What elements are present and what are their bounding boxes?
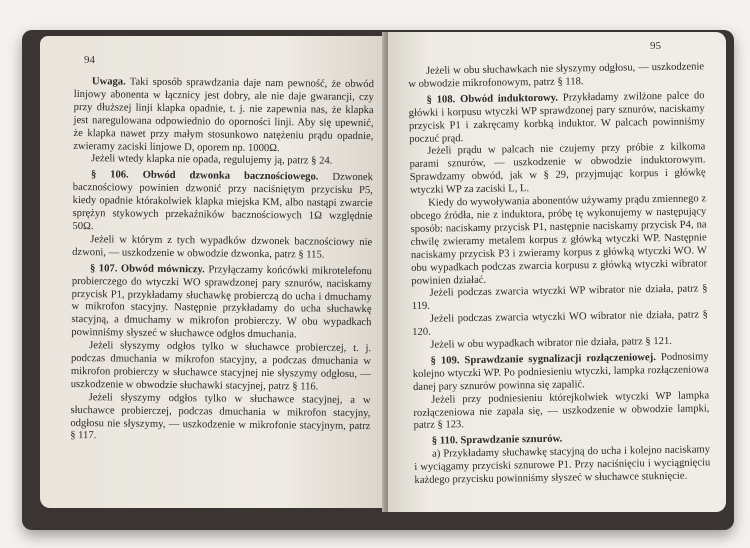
- paragraph-text: Przyłączamy końcówki mikrotelefonu probierczego do wtyczki WO sprawdzonej pary sznurów, naciskamy przycisk P1, przykładamy słuchawkę probierczą do ucha i dmuchamy w mikrofon stacyjny. Następnie przykładamy do ucha słuchawkę stacyjną, a dmuchamy w mikrofon probierczy. W obu wypadkach powinniśmy słyszeć w słuchawce odgłos dmuchania.: [71, 264, 373, 341]
- paragraph: [409, 142, 706, 198]
- paragraph-text: Jeżeli w obu wypadkach wibrator nie działa, patrz § 121.: [430, 335, 672, 351]
- paragraph: [413, 390, 710, 433]
- paragraph: [414, 445, 711, 488]
- paragraph-text: Jeżeli wtedy klapka nie opada, regulujemy ją, patrz § 24.: [91, 153, 333, 168]
- paragraph-text: Jeżeli słyszymy odgłos tylko w słuchawce probierczej, t. j. podczas dmuchania w mikrofon stacyjny, a podczas dmuchania w mikrofon probierczy w słuchawce stacyjnej nie słyszymy odgłosu, — uszkodzenie w obwodzie słuchawki stacyjnej, patrz § 116.: [70, 340, 372, 393]
- paragraph: [71, 263, 372, 344]
- section-heading: § 108. Obwód induktorowy.: [426, 92, 559, 106]
- paragraph-text: Dzwonek bacznościowy powinien dzwonić przy naciśniętym przycisku P5, kiedy opadnie którakolwiek klapka miejska KM, albo nastąpi zwarcie sprężyn stykowych przekaźników bacznościowych 1Ω względnie 50Ω.: [72, 171, 374, 233]
- section-heading: § 107. Obwód mówniczy.: [89, 262, 205, 276]
- left-page: [40, 36, 385, 508]
- paragraph: [410, 193, 707, 288]
- right-page: [388, 32, 726, 512]
- paragraph-text: Taki sposób sprawdzania daje nam pewność, że obwód linjowy abonenta w łącznicy jest dobry, ale nie daje gwarancji, czy przy dłuższej linji klapka opadnie, t. j. nie zapewnia nas, że klapka jest naregulowana odpowiednio do oporności linji. Aby się upewnić, że klapka nawet przy małym stosunkowo natężeniu prądu opadnie, zwieramy zaciski linjowe D, oporem np. 1000Ω.: [73, 76, 374, 154]
- paragraph: [413, 351, 710, 394]
- paragraph: [73, 153, 373, 169]
- section-heading: § 109. Sprawdzanie sygnalizacji rozłączeniowej.: [430, 352, 656, 367]
- paragraph-text: Podnosimy kolejno wtyczki WP. Po podniesieniu wtyczki, lampka rozłączeniowa danej pary sznurów powinna się zapalić.: [412, 351, 709, 393]
- paragraph-text: Jeżeli w którym z tych wypadków dzwonek bacznościowy nie dzwoni, — uszkodzenie w obwodzie dzwonka, patrz § 115.: [72, 234, 373, 261]
- paragraph-text: Jeżeli podczas zwarcia wtyczki WO wibrator nie działa, patrz § 120.: [412, 309, 709, 339]
- paragraph-text: Jeżeli słyszymy odgłos tylko w słuchawce stacyjnej, a w słuchawce probierczej, podczas dmuchania w mikrofon stacyjny, odgłosu nie słyszymy, — uszkodzenie w mikrofonie stacyjnym, patrz § 117.: [70, 391, 371, 442]
- paragraph-text: Jeżeli prądu w palcach nie czujemy przy próbie z kilkoma parami sznurów, — uszkodzenie w obwodzie induktorowym. Sprawdzamy obwód, jak w § 29, przyjmując korpus i główkę wtyczki WP za zaciski L, L.: [409, 141, 706, 197]
- page-number-left: 94: [84, 54, 95, 66]
- left-page-text: [70, 76, 374, 446]
- paragraph: [70, 392, 371, 447]
- paragraph-text: a) Przykładamy słuchawkę stacyjną do ucha i kolejno naciskamy i wyciągamy przyciski sznurowe P1. Przy naciśnięciu i wyciągnięciu każdego przycisku powinniśmy słyszeć w słuchawce stuknięcie.: [414, 444, 711, 487]
- paragraph: [72, 234, 372, 263]
- section-heading: § 106. Obwód dzwonka bacznościowego.: [90, 169, 319, 183]
- right-page-text: [408, 61, 711, 488]
- section-heading: § 110. Sprawdzanie sznurów.: [431, 433, 563, 448]
- paragraph: [72, 169, 373, 237]
- paragraph: [408, 90, 705, 146]
- paragraph-text: Kiedy do wywoływania abonentów używamy prądu zmiennego z obcego źródła, nie z induktora, próbę tę wykonujemy w następujący sposób: naciskamy przycisk P1, następnie naciskamy przycisk P4, na chwilę zwieramy metalem korpus z główką wtyczki WP. Następnie naciskamy przycisk P3 i zwieramy korpus z główką wtyczki WO. W obu wypadkach podczas zwarcia korpusu z główką wtyczki wibrator powinien działać.: [410, 193, 708, 287]
- paragraph: [73, 76, 374, 157]
- paragraph-text: Jeżeli przy podniesieniu którejkolwiek wtyczki WP lampka rozłączeniowa nie zapala się, — uszkodzenie w obwodzie lampki, patrz § 123.: [413, 389, 710, 432]
- paragraph-text: Jeżeli w obu słuchawkach nie słyszymy odgłosu, — uszkodzenie w obwodzie mikrofonowym, patrz § 118.: [408, 61, 705, 90]
- paragraph-text: Przykładamy zwilżone palce do główki i korpusu wtyczki WP sprawdzonej pary sznurów, naciskamy przycisk P1 i zakręcamy korbką induktor. W palcach powinniśmy poczuć prąd.: [408, 90, 705, 145]
- page-number-right: 95: [650, 40, 661, 52]
- section-heading: Uwaga.: [91, 76, 126, 88]
- paragraph: [408, 61, 704, 91]
- paragraph-text: Jeżeli podczas zwarcia wtyczki WP wibrator nie działa, patrz § 119.: [411, 283, 708, 313]
- paragraph: [71, 340, 372, 395]
